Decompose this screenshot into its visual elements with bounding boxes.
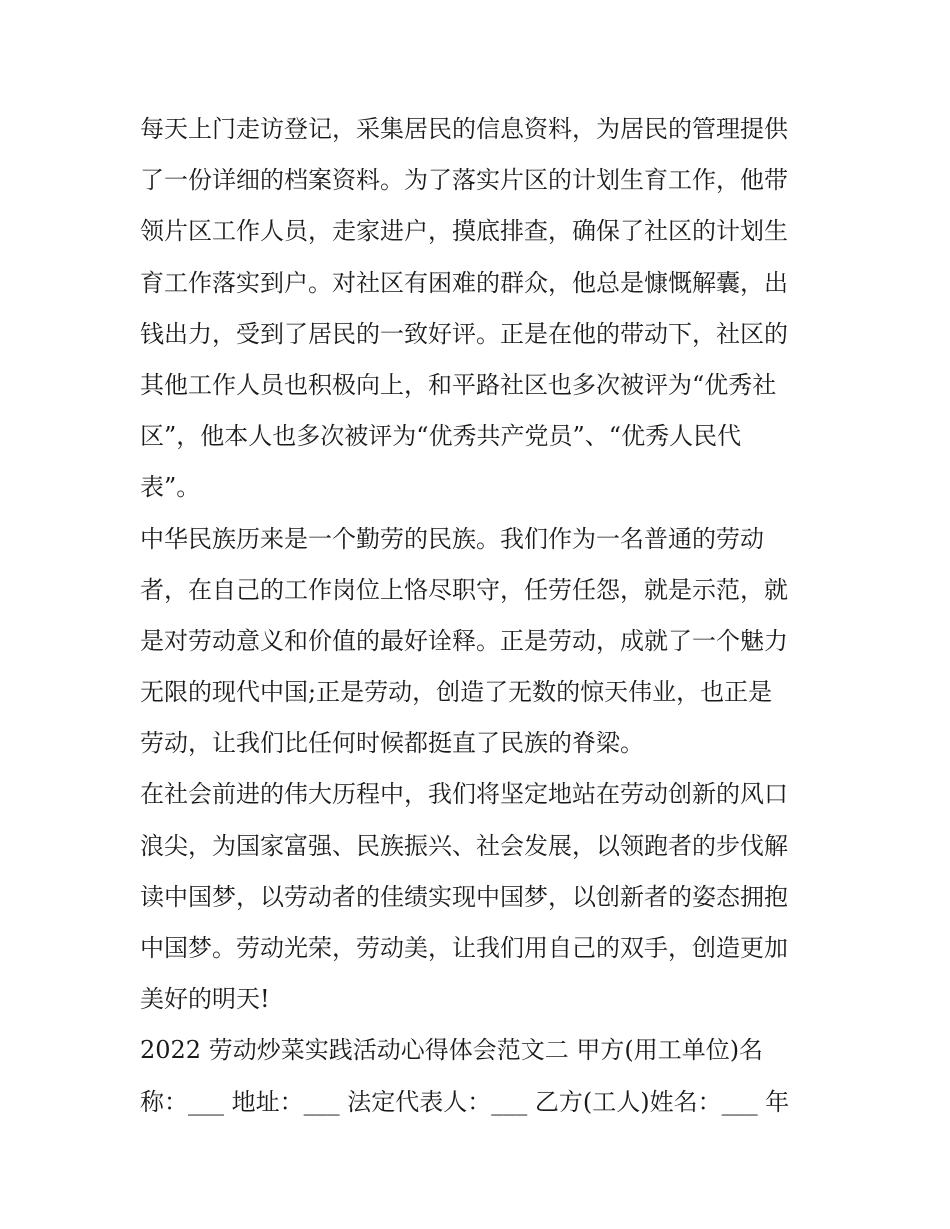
text-line: 每天上门走访登记，采集居民的信息资料，为居民的管理提供 (140, 115, 788, 143)
text-line: 读中国梦，以劳动者的佳绩实现中国梦，以创新者的姿态拥抱 (140, 882, 788, 911)
text-line: 表”。 (140, 473, 201, 502)
text-line: 其他工作人员也积极向上，和平路社区也多次被评为“优秀社 (140, 370, 777, 399)
text-line: 区”，他本人也多次被评为“优秀共产党员”、“优秀人民代 (140, 422, 742, 451)
text-line: 美好的明天! (140, 985, 270, 1014)
text-line: 中国梦。劳动光荣，劳动美，让我们用自己的双手，创造更加 (140, 934, 788, 962)
text-line: 是对劳动意义和价值的最好诠释。正是劳动，成就了一个魅力 (140, 626, 788, 655)
text-line: 无限的现代中国;正是劳动，创造了无数的惊天伟业，也正是 (140, 678, 773, 707)
text-line: 浪尖，为国家富强、民族振兴、社会发展，以领跑者的步伐解 (140, 831, 788, 860)
text-line: 育工作落实到户。对社区有困难的群众，他总是慷慨解囊，出 (140, 268, 788, 297)
text-line: 钱出力，受到了居民的一致好评。正是在他的带动下，社区的 (140, 319, 788, 348)
text-line: 在社会前进的伟大历程中，我们将坚定地站在劳动创新的风口 (140, 780, 788, 809)
text-line: 劳动，让我们比任何时候都挺直了民族的脊梁。 (140, 729, 644, 758)
text-line: 领片区工作人员，走家进户，摸底排查，确保了社区的计划生 (140, 217, 788, 246)
text-line: 了一份详细的档案资料。为了落实片区的计划生育工作，他带 (140, 166, 788, 195)
text-line: 2022 劳动炒菜实践活动心得体会范文二 甲方(用工单位)名 (140, 1036, 764, 1065)
text-line: 者，在自己的工作岗位上恪尽职守，任劳任怨，就是示范，就 (140, 575, 788, 604)
text-line: 称：___ 地址：___ 法定代表人：___ 乙方(工人)姓名：___ 年 (140, 1087, 790, 1116)
body-text (140, 104, 820, 1128)
text-line: 中华民族历来是一个勤劳的民族。我们作为一名普通的劳动 (140, 524, 764, 553)
